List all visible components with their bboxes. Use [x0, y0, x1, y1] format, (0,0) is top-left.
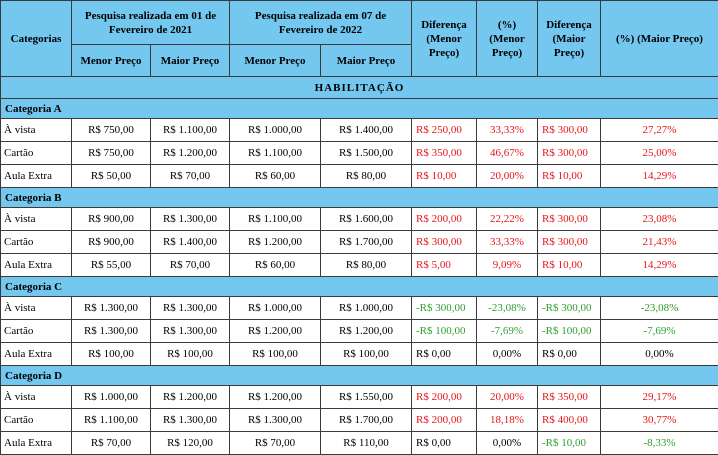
cell-diferenca-maior: R$ 400,00 [538, 409, 601, 432]
cell-pct-menor: 0,00% [477, 432, 538, 455]
header-diferenca-maior: Diferença (Maior Preço) [538, 1, 601, 77]
cell-menor-2022: R$ 1.300,00 [230, 409, 321, 432]
cell-menor-2021: R$ 750,00 [72, 142, 151, 165]
cell-menor-2021: R$ 70,00 [72, 432, 151, 455]
cell-maior-2021: R$ 1.200,00 [151, 142, 230, 165]
header-maior-preco-2021: Maior Preço [151, 45, 230, 77]
header-pct-menor: (%) (Menor Preço) [477, 1, 538, 77]
row-label: À vista [1, 386, 72, 409]
cell-menor-2021: R$ 1.100,00 [72, 409, 151, 432]
header-menor-preco-2021: Menor Preço [72, 45, 151, 77]
cell-diferenca-menor: -R$ 100,00 [412, 320, 477, 343]
cell-menor-2022: R$ 1.000,00 [230, 297, 321, 320]
cell-diferenca-menor: R$ 200,00 [412, 208, 477, 231]
cell-maior-2022: R$ 110,00 [321, 432, 412, 455]
cell-menor-2022: R$ 1.000,00 [230, 119, 321, 142]
cell-pct-maior: 27,27% [601, 119, 718, 142]
category-row [1, 188, 718, 208]
header-diferenca-menor: Diferença (Menor Preço) [412, 1, 477, 77]
cell-menor-2021: R$ 50,00 [72, 165, 151, 188]
table-row [1, 119, 718, 142]
cell-pct-maior: -23,08% [601, 297, 718, 320]
cell-pct-menor: -7,69% [477, 320, 538, 343]
cell-diferenca-menor: R$ 5,00 [412, 254, 477, 277]
cell-maior-2022: R$ 1.000,00 [321, 297, 412, 320]
cell-maior-2022: R$ 1.400,00 [321, 119, 412, 142]
row-label: À vista [1, 119, 72, 142]
row-label: Cartão [1, 320, 72, 343]
cell-maior-2021: R$ 1.300,00 [151, 297, 230, 320]
cell-maior-2022: R$ 80,00 [321, 165, 412, 188]
cell-pct-menor: 20,00% [477, 165, 538, 188]
cell-pct-maior: 14,29% [601, 165, 718, 188]
cell-diferenca-maior: R$ 300,00 [538, 208, 601, 231]
cell-maior-2021: R$ 1.300,00 [151, 409, 230, 432]
table-row [1, 386, 718, 409]
cell-diferenca-maior: R$ 300,00 [538, 142, 601, 165]
header-maior-preco-2022: Maior Preço [321, 45, 412, 77]
cell-maior-2021: R$ 1.400,00 [151, 231, 230, 254]
cell-diferenca-menor: R$ 200,00 [412, 409, 477, 432]
cell-maior-2022: R$ 1.700,00 [321, 231, 412, 254]
cell-diferenca-maior: R$ 300,00 [538, 231, 601, 254]
cell-pct-menor: 33,33% [477, 119, 538, 142]
cell-menor-2022: R$ 60,00 [230, 165, 321, 188]
cell-menor-2022: R$ 1.100,00 [230, 208, 321, 231]
header-menor-preco-2022: Menor Preço [230, 45, 321, 77]
cell-diferenca-maior: R$ 350,00 [538, 386, 601, 409]
cell-maior-2022: R$ 1.600,00 [321, 208, 412, 231]
cell-pct-menor: 20,00% [477, 386, 538, 409]
cell-diferenca-menor: R$ 0,00 [412, 343, 477, 366]
cell-pct-menor: 33,33% [477, 231, 538, 254]
cell-menor-2021: R$ 1.000,00 [72, 386, 151, 409]
table-row [1, 165, 718, 188]
cell-diferenca-maior: -R$ 100,00 [538, 320, 601, 343]
cell-pct-maior: 29,17% [601, 386, 718, 409]
table-row [1, 297, 718, 320]
cell-pct-menor: -23,08% [477, 297, 538, 320]
cell-menor-2021: R$ 100,00 [72, 343, 151, 366]
cell-maior-2021: R$ 1.300,00 [151, 320, 230, 343]
table-row [1, 409, 718, 432]
cell-maior-2021: R$ 1.300,00 [151, 208, 230, 231]
row-label: À vista [1, 297, 72, 320]
cell-diferenca-menor: R$ 300,00 [412, 231, 477, 254]
category-title: Categoria A [1, 99, 718, 119]
cell-pct-maior: 25,00% [601, 142, 718, 165]
cell-menor-2022: R$ 1.200,00 [230, 231, 321, 254]
cell-diferenca-menor: R$ 200,00 [412, 386, 477, 409]
row-label: Aula Extra [1, 254, 72, 277]
cell-diferenca-maior: -R$ 10,00 [538, 432, 601, 455]
table-row [1, 231, 718, 254]
cell-diferenca-maior: R$ 10,00 [538, 165, 601, 188]
cell-menor-2021: R$ 900,00 [72, 231, 151, 254]
cell-pct-menor: 22,22% [477, 208, 538, 231]
header-categorias: Categorias [1, 1, 72, 77]
cell-diferenca-menor: R$ 10,00 [412, 165, 477, 188]
cell-diferenca-maior: R$ 0,00 [538, 343, 601, 366]
cell-maior-2021: R$ 100,00 [151, 343, 230, 366]
cell-menor-2022: R$ 1.200,00 [230, 320, 321, 343]
cell-diferenca-menor: R$ 250,00 [412, 119, 477, 142]
cell-pct-maior: 21,43% [601, 231, 718, 254]
table-row [1, 142, 718, 165]
table-row [1, 320, 718, 343]
row-label: Cartão [1, 409, 72, 432]
table-row [1, 254, 718, 277]
cell-pct-menor: 46,67% [477, 142, 538, 165]
cell-menor-2022: R$ 100,00 [230, 343, 321, 366]
table-row [1, 432, 718, 455]
section-title: HABILITAÇÃO [1, 77, 718, 99]
table-header [1, 1, 718, 77]
cell-maior-2022: R$ 1.550,00 [321, 386, 412, 409]
cell-menor-2022: R$ 60,00 [230, 254, 321, 277]
cell-maior-2022: R$ 1.200,00 [321, 320, 412, 343]
cell-maior-2021: R$ 70,00 [151, 254, 230, 277]
cell-maior-2021: R$ 1.100,00 [151, 119, 230, 142]
table-body [1, 77, 718, 455]
cell-pct-maior: 14,29% [601, 254, 718, 277]
cell-menor-2022: R$ 70,00 [230, 432, 321, 455]
row-label: Aula Extra [1, 165, 72, 188]
cell-diferenca-maior: R$ 300,00 [538, 119, 601, 142]
cell-maior-2022: R$ 1.500,00 [321, 142, 412, 165]
row-label: Aula Extra [1, 432, 72, 455]
category-title: Categoria D [1, 366, 718, 386]
cell-pct-menor: 0,00% [477, 343, 538, 366]
cell-diferenca-menor: -R$ 300,00 [412, 297, 477, 320]
category-row [1, 99, 718, 119]
cell-maior-2021: R$ 1.200,00 [151, 386, 230, 409]
cell-menor-2021: R$ 1.300,00 [72, 320, 151, 343]
cell-pct-menor: 9,09% [477, 254, 538, 277]
row-label: Cartão [1, 142, 72, 165]
row-label: À vista [1, 208, 72, 231]
table-row [1, 343, 718, 366]
cell-pct-maior: 23,08% [601, 208, 718, 231]
header-pct-maior: (%) (Maior Preço) [601, 1, 718, 77]
cell-pct-maior: -8,33% [601, 432, 718, 455]
category-row [1, 277, 718, 297]
cell-pct-menor: 18,18% [477, 409, 538, 432]
cell-menor-2021: R$ 750,00 [72, 119, 151, 142]
cell-menor-2021: R$ 1.300,00 [72, 297, 151, 320]
cell-maior-2022: R$ 1.700,00 [321, 409, 412, 432]
cell-menor-2022: R$ 1.200,00 [230, 386, 321, 409]
section-row [1, 77, 718, 99]
cell-maior-2021: R$ 120,00 [151, 432, 230, 455]
cell-menor-2022: R$ 1.100,00 [230, 142, 321, 165]
category-title: Categoria C [1, 277, 718, 297]
cell-maior-2021: R$ 70,00 [151, 165, 230, 188]
cell-maior-2022: R$ 100,00 [321, 343, 412, 366]
category-title: Categoria B [1, 188, 718, 208]
header-pesquisa-2021: Pesquisa realizada em 01 de Fevereiro de 2021 [72, 1, 230, 45]
row-label: Cartão [1, 231, 72, 254]
cell-menor-2021: R$ 900,00 [72, 208, 151, 231]
cell-diferenca-menor: R$ 350,00 [412, 142, 477, 165]
cell-pct-maior: -7,69% [601, 320, 718, 343]
row-label: Aula Extra [1, 343, 72, 366]
category-row [1, 366, 718, 386]
header-pesquisa-2022: Pesquisa realizada em 07 de Fevereiro de 2022 [230, 1, 412, 45]
cell-diferenca-menor: R$ 0,00 [412, 432, 477, 455]
cell-menor-2021: R$ 55,00 [72, 254, 151, 277]
cell-diferenca-maior: -R$ 300,00 [538, 297, 601, 320]
cell-pct-maior: 30,77% [601, 409, 718, 432]
table-row [1, 208, 718, 231]
cell-maior-2022: R$ 80,00 [321, 254, 412, 277]
cell-pct-maior: 0,00% [601, 343, 718, 366]
cell-diferenca-maior: R$ 10,00 [538, 254, 601, 277]
